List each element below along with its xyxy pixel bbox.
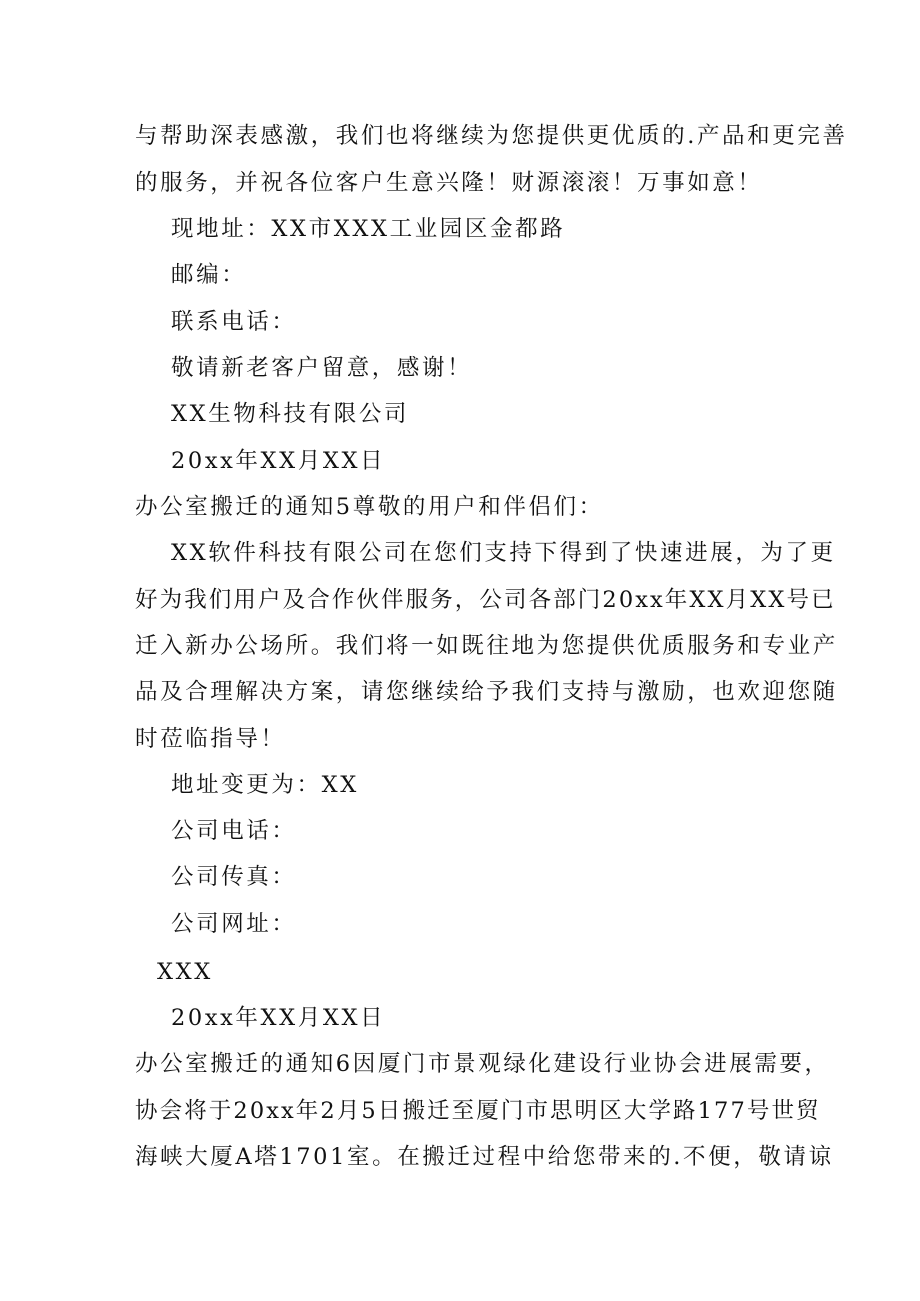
paragraph-line: XX软件科技有限公司在您们支持下得到了快速进展，为了更 bbox=[171, 540, 836, 566]
paragraph-line: 时莅临指导！ bbox=[135, 726, 286, 752]
company-phone-line: 公司电话： bbox=[171, 818, 297, 844]
paragraph-line: 品及合理解决方案，请您继续给予我们支持与激励，也欢迎您随 bbox=[135, 679, 838, 705]
signature-line: XXX bbox=[157, 959, 213, 985]
paragraph-line: 海峡大厦A塔1701室。在搬迁过程中给您带来的.不便，敬请谅 bbox=[135, 1144, 834, 1170]
company-website-line: 公司网址： bbox=[171, 911, 297, 937]
company-name: XX生物科技有限公司 bbox=[171, 401, 410, 427]
date-line: 20xx年XX月XX日 bbox=[171, 448, 386, 474]
paragraph-line: 好为我们用户及合作伙伴服务，公司各部门20xx年XX月XX号已 bbox=[135, 587, 836, 613]
section-heading: 办公室搬迁的通知5尊敬的用户和伴侣们： bbox=[135, 494, 604, 520]
address-line: 现地址：XX市XXX工业园区金都路 bbox=[171, 216, 566, 242]
paragraph-line: 与帮助深表感激，我们也将继续为您提供更优质的.产品和更完善 bbox=[135, 123, 848, 149]
notice-line: 敬请新老客户留意，感谢！ bbox=[171, 355, 473, 381]
paragraph-line: 协会将于20xx年2月5日搬迁至厦门市思明区大学路177号世贸 bbox=[135, 1098, 821, 1124]
paragraph-line: 的服务，并祝各位客户生意兴隆！财源滚滚！万事如意！ bbox=[135, 170, 763, 196]
paragraph-line: 迁入新办公场所。我们将一如既往地为您提供优质服务和专业产 bbox=[135, 633, 838, 659]
phone-line: 联系电话： bbox=[171, 309, 297, 335]
company-fax-line: 公司传真： bbox=[171, 864, 297, 890]
postcode-line: 邮编： bbox=[171, 262, 247, 288]
address-change-line: 地址变更为：XX bbox=[171, 772, 359, 798]
date-line: 20xx年XX月XX日 bbox=[171, 1005, 386, 1031]
section-heading: 办公室搬迁的通知6因厦门市景观绿化建设行业协会进展需要， bbox=[135, 1051, 830, 1077]
